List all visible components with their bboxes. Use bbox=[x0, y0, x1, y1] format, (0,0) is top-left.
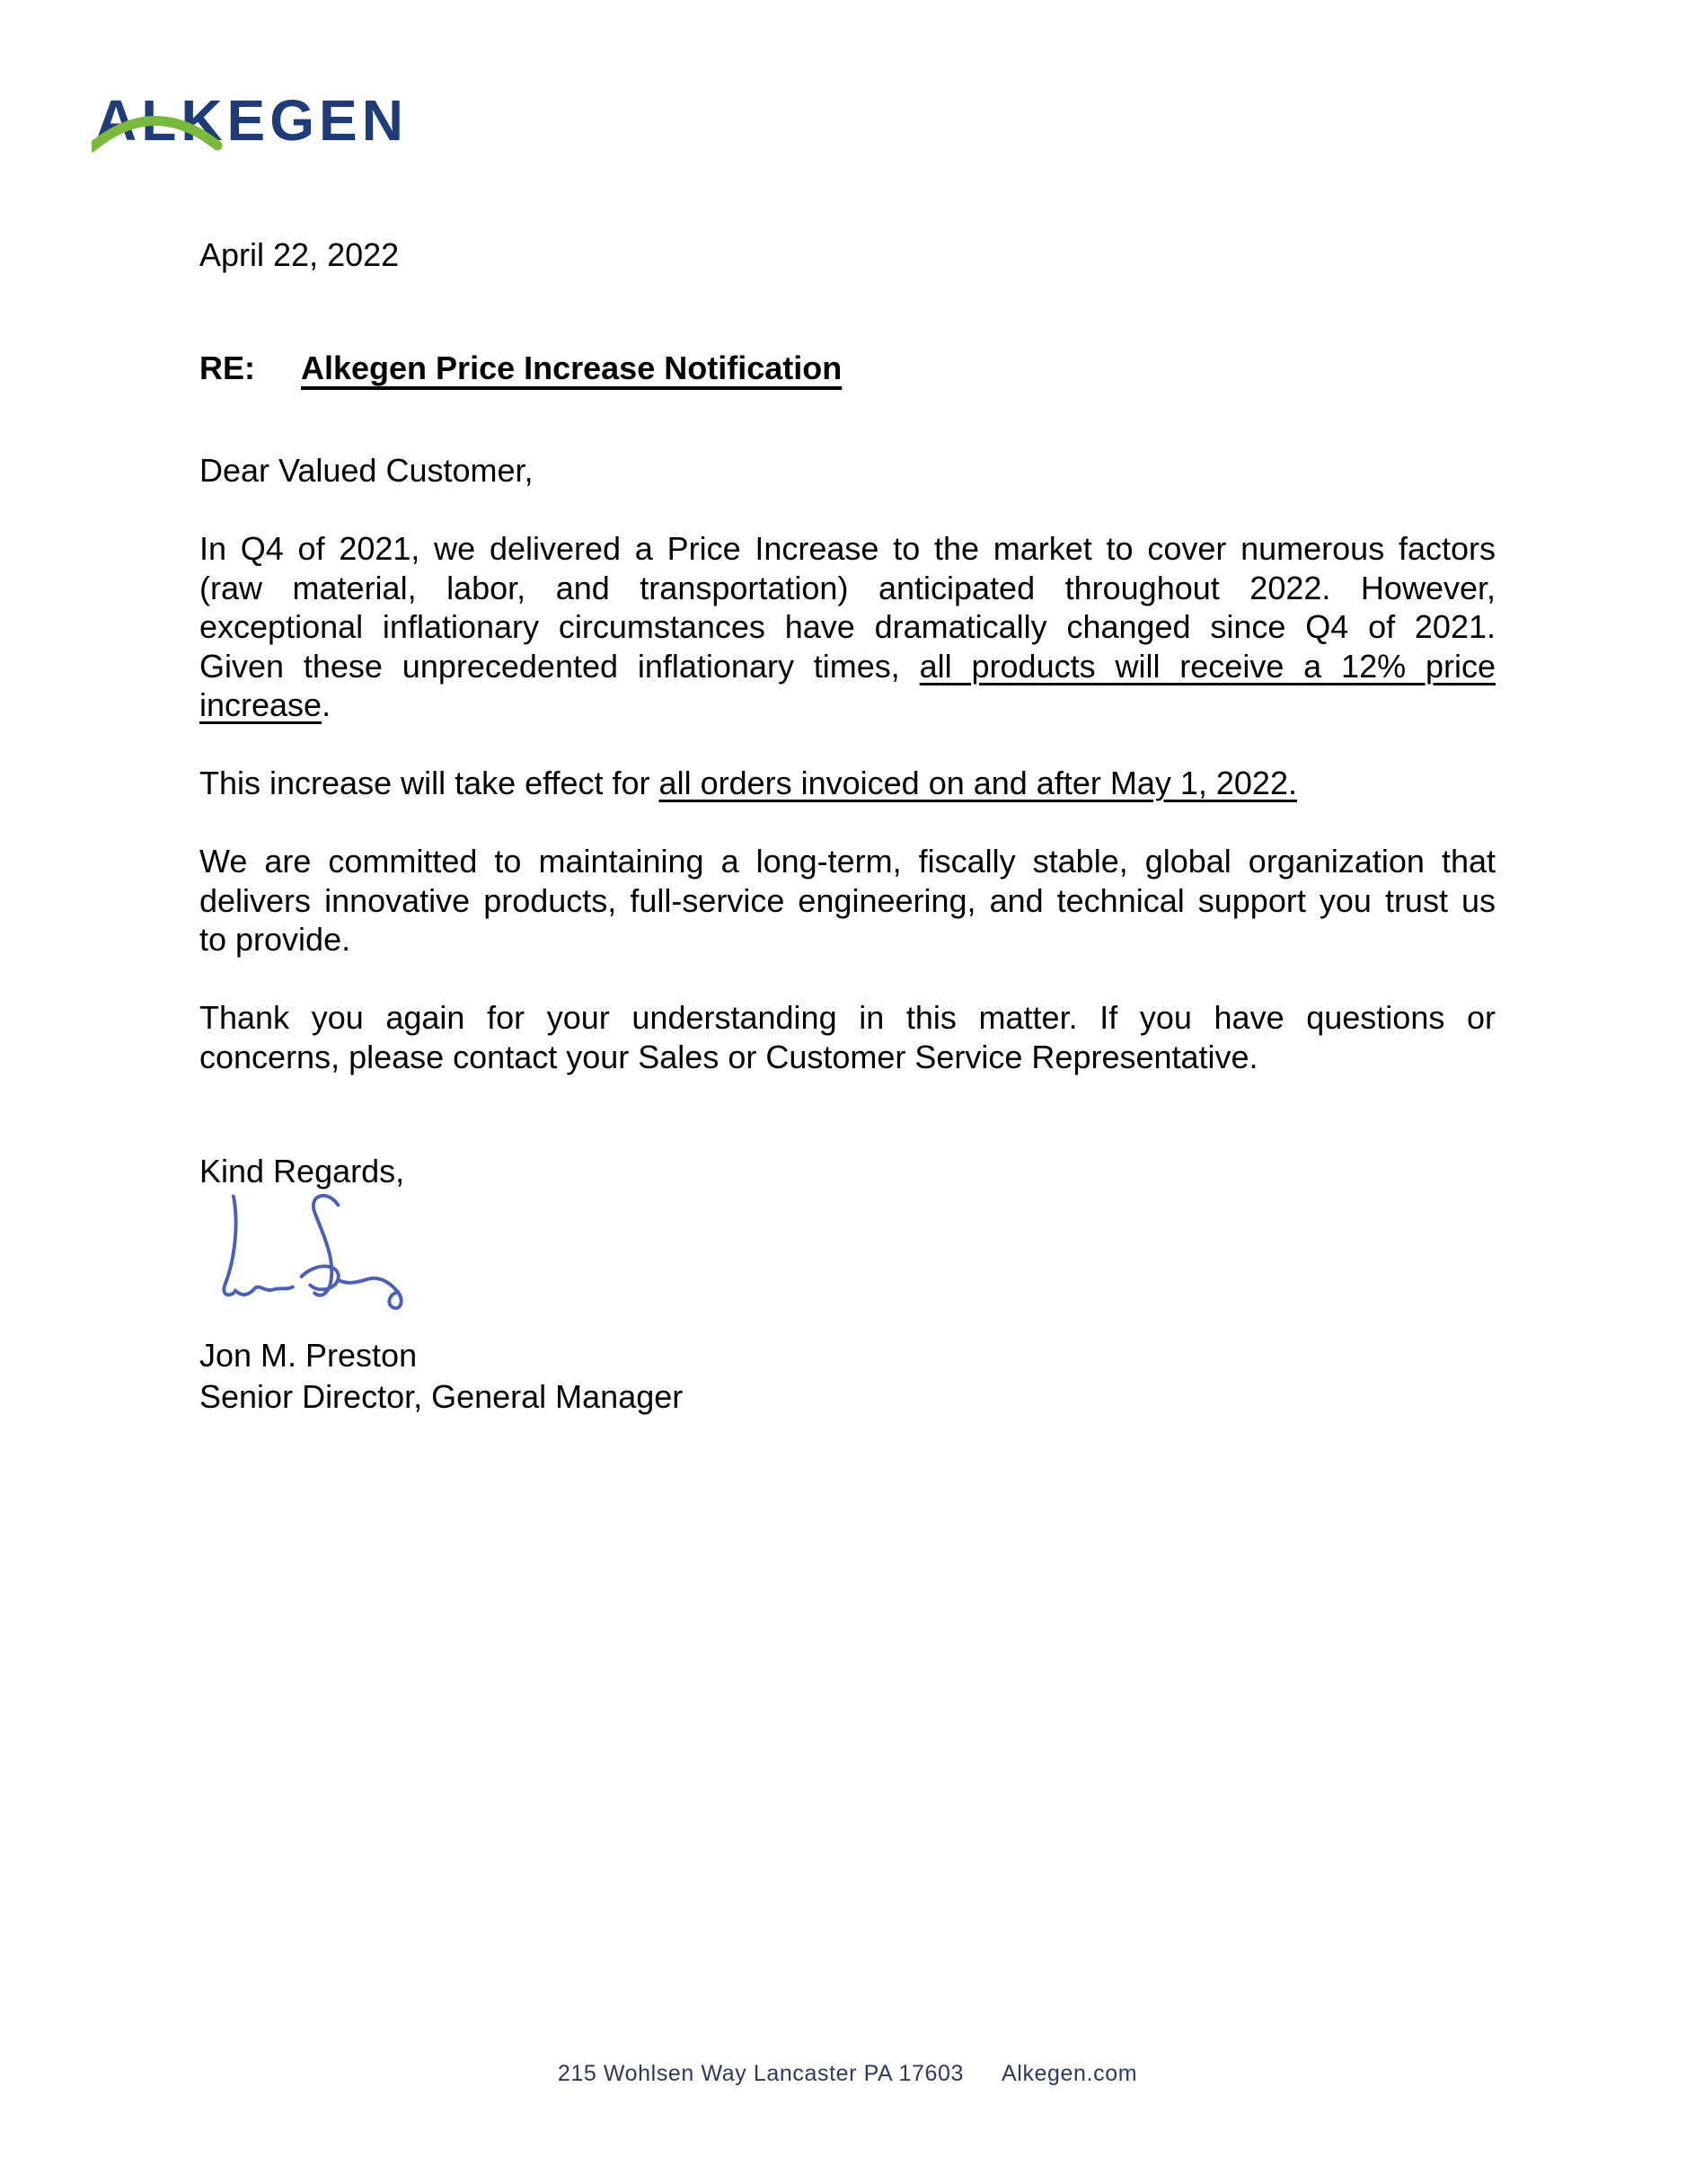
signer-name: Jon M. Preston bbox=[199, 1337, 418, 1374]
signer-block bbox=[199, 1335, 683, 1418]
re-subject: Alkegen Price Increase Notification bbox=[301, 349, 843, 386]
footer-website: Alkegen.com bbox=[1002, 2061, 1138, 2086]
paragraph-spacer bbox=[199, 725, 1496, 765]
signature-stroke bbox=[338, 1278, 401, 1308]
alkegen-logo bbox=[92, 75, 404, 162]
letter-date: April 22, 2022 bbox=[199, 236, 400, 273]
effective-date-underline: all orders invoiced on and after May 1, 2022. bbox=[658, 765, 1297, 801]
signature bbox=[199, 1184, 411, 1332]
logo-wordmark: ALKEGEN bbox=[95, 88, 404, 153]
paragraph-2 bbox=[199, 764, 1496, 803]
paragraph-4 bbox=[199, 998, 1496, 1076]
paragraph-1-text: Given these unprecedented inflationary times, bbox=[199, 647, 920, 685]
paragraph-1-line: In Q4 of 2021, we delivered a Price Increase to the market to cover numerous factors bbox=[199, 530, 1496, 567]
paragraph-2-line bbox=[199, 764, 1496, 803]
paragraph-3-line: delivers innovative products, full-service engineering, and technical support you trust us bbox=[199, 881, 1496, 919]
paragraph-spacer bbox=[199, 491, 1496, 530]
paragraph-1-line: exceptional inflationary circumstances have dramatically changed since Q4 of 2021. bbox=[199, 608, 1496, 645]
paragraph-1-line bbox=[199, 647, 1496, 686]
paragraph-spacer bbox=[199, 803, 1496, 843]
letter-body bbox=[199, 451, 1496, 1076]
paragraph-4-line: concerns, please contact your Sales or Customer Service Representative. bbox=[199, 1038, 1258, 1075]
signer-title: Senior Director, General Manager bbox=[199, 1378, 684, 1415]
logo-graphic bbox=[92, 75, 404, 162]
signature-icon bbox=[199, 1184, 411, 1332]
paragraph-3-line: to provide. bbox=[199, 921, 351, 958]
paragraph-1-text: . bbox=[322, 686, 331, 723]
paragraph-3-line: We are committed to maintaining a long-term, fiscally stable, global organization that bbox=[199, 843, 1496, 880]
salutation: Dear Valued Customer, bbox=[199, 452, 534, 489]
paragraph-1-line bbox=[199, 685, 1496, 725]
price-increase-underline: increase bbox=[199, 686, 322, 723]
paragraph-2-text: This increase will take effect for bbox=[199, 765, 659, 801]
price-increase-underline: all products will receive a 12% price bbox=[919, 647, 1496, 685]
paragraph-1 bbox=[199, 529, 1496, 725]
paragraph-4-line: Thank you again for your understanding in this matter. If you have questions or bbox=[199, 999, 1496, 1036]
paragraph-spacer bbox=[199, 959, 1496, 999]
signature-stroke bbox=[224, 1197, 235, 1295]
paragraph-1-line: (raw material, labor, and transportation) anticipated throughout 2022. However, bbox=[199, 569, 1496, 606]
footer-address: 215 Wohlsen Way Lancaster PA 17603 bbox=[557, 2061, 965, 2086]
re-label: RE: bbox=[199, 349, 255, 386]
signature-stroke bbox=[235, 1287, 293, 1295]
footer bbox=[0, 2061, 1695, 2087]
signature-stroke bbox=[313, 1196, 339, 1295]
paragraph-3 bbox=[199, 842, 1496, 959]
re-line bbox=[199, 349, 843, 388]
closing: Kind Regards, bbox=[199, 1153, 405, 1189]
